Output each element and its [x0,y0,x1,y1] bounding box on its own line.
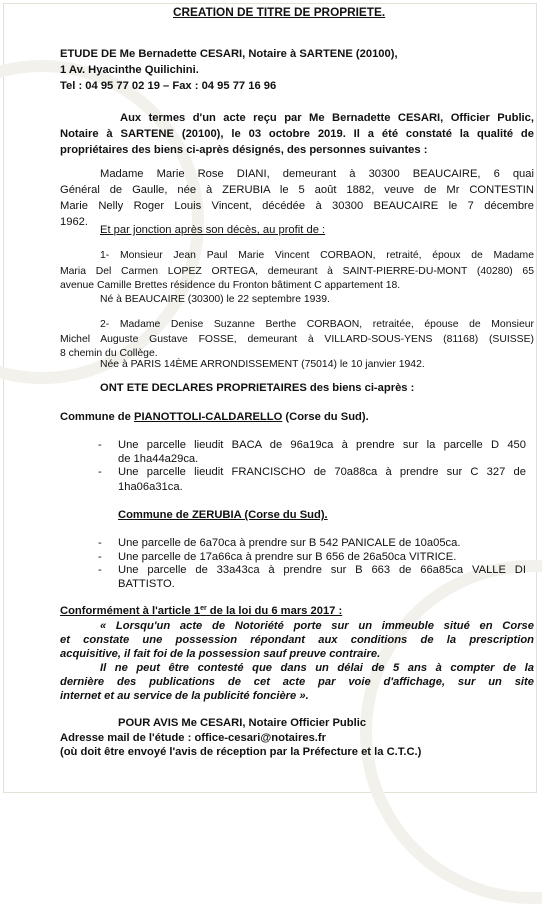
pour-avis: POUR AVIS Me CESARI, Notaire Officier Public [118,717,367,729]
list-dash: - [98,537,102,549]
list-dash: - [98,564,102,576]
quote-line: Il ne peut être contesté que dans un délai de 5 ans à compter de la [100,662,534,674]
parcel-line: Une parcelle lieudit FRANCISCHO de 70a88ca à prendre sur C 327 de [118,466,526,478]
heir1-line: 1- Monsieur Jean Paul Marie Vincent CORBAON, retraité, époux de Madame [100,250,534,261]
mail-line: Adresse mail de l'étude : office-cesari@notaires.fr [60,732,326,744]
parcel-line: BATTISTO. [118,578,175,590]
quote-line: « Lorsqu'un acte de Notoriété porte sur un immeuble situé en Corse [100,620,534,632]
list-dash: - [98,466,102,478]
declares-heading: ONT ETE DECLARES PROPRIETAIRES des biens ci-après : [100,382,415,394]
commune-heading: Commune de ZERUBIA (Corse du Sud). [118,509,328,521]
reception-note: (où doit être envoyé l'avis de réception par la Préfecture et la C.T.C.) [60,746,422,758]
quote-line: acquisitive, il fait foi de la possession sauf preuve contraire. [60,648,381,660]
parcel-line: 1ha06a31ca. [118,481,183,493]
heir2-line: Née à PARIS 14ÈME ARRONDISSEMENT (75014) le 10 janvier 1942. [100,359,425,370]
heir2-line: 8 chemin du Collège. [60,348,158,359]
intro-line: Notaire à SARTENE (20100), le 03 octobre 2019. Il a été constaté la qualité de [60,128,534,140]
commune-heading: Commune de PIANOTTOLI-CALDARELLO (Corse du Sud). [60,411,369,423]
parcel-line: Une parcelle de 6a70ca à prendre sur B 542 PANICALE de 10a05ca. [118,537,461,549]
law-reference: Conformément à l'article 1er de la loi du 6 mars 2017 : [60,605,343,617]
list-dash: - [98,439,102,451]
deceased-line: 1962. [60,216,88,228]
heir2-line: 2- Madame Denise Suzanne Berthe CORBAON, retraitée, épouse de Monsieur [100,319,534,330]
heir1-line: avenue Camille Brettes résidence du Fronton bâtiment C appartement 18. [60,280,401,291]
etude-line: Tel : 04 95 77 02 19 – Fax : 04 95 77 16 96 [60,80,277,92]
heir1-line: Né à BEAUCAIRE (30300) le 22 septembre 1939. [100,294,330,305]
list-dash: - [98,551,102,563]
deceased-line: Madame Marie Rose DIANI, demeurant à 30300 BEAUCAIRE, 6 quai [100,168,534,180]
jonction-heading: Et par jonction après son décès, au profit de : [100,224,326,236]
parcel-line: de 1ha44a29ca. [118,453,199,465]
intro-line: propriétaires des biens ci-après désignés, des personnes suivantes : [60,144,428,156]
document-title: CREATION DE TITRE DE PROPRIETE. [173,5,386,19]
parcel-line: Une parcelle de 17a66ca à prendre sur B 656 de 26a50ca VITRICE. [118,551,457,563]
etude-line: ETUDE DE Me Bernadette CESARI, Notaire à SARTENE (20100), [60,48,398,60]
commune-name: PIANOTTOLI-CALDARELLO [133,411,283,423]
etude-line: 1 Av. Hyacinthe Quilichini. [60,64,199,76]
intro-line: Aux termes d'un acte reçu par Me Bernadette CESARI, Officier Public, [120,112,534,124]
parcel-line: Une parcelle de 33a43ca à prendre sur B 663 de 66a85ca VALLE DI [118,564,526,576]
heir2-line: Michel Auguste Gustave FOSSE, demeurant à VILLARD-SOUS-YENS (81168) (SUISSE) [60,334,534,345]
quote-line: et constate une possession répondant aux conditions de la prescription [60,634,534,646]
heir1-line: Maria Del Carmen LOPEZ ORTEGA, demeurant à SAINT-PIERRE-DU-MONT (40280) 65 [60,266,534,277]
deceased-line: Marie Nelly Roger Louis Vincent, décédée à 30300 BEAUCAIRE le 7 décembre [60,200,534,212]
deceased-line: Général de Gaulle, née à ZERUBIA le 5 août 1882, veuve de Mr CONTESTIN [60,184,534,196]
quote-line: dernière des publications de cet acte par voie d'affichage, sur un site [60,676,534,688]
email-link[interactable]: office-cesari@notaires.fr [194,732,326,744]
parcel-line: Une parcelle lieudit BACA de 96a19ca à prendre sur la parcelle D 450 [118,439,526,451]
quote-line: internet et au service de la publicité foncière ». [60,690,309,702]
